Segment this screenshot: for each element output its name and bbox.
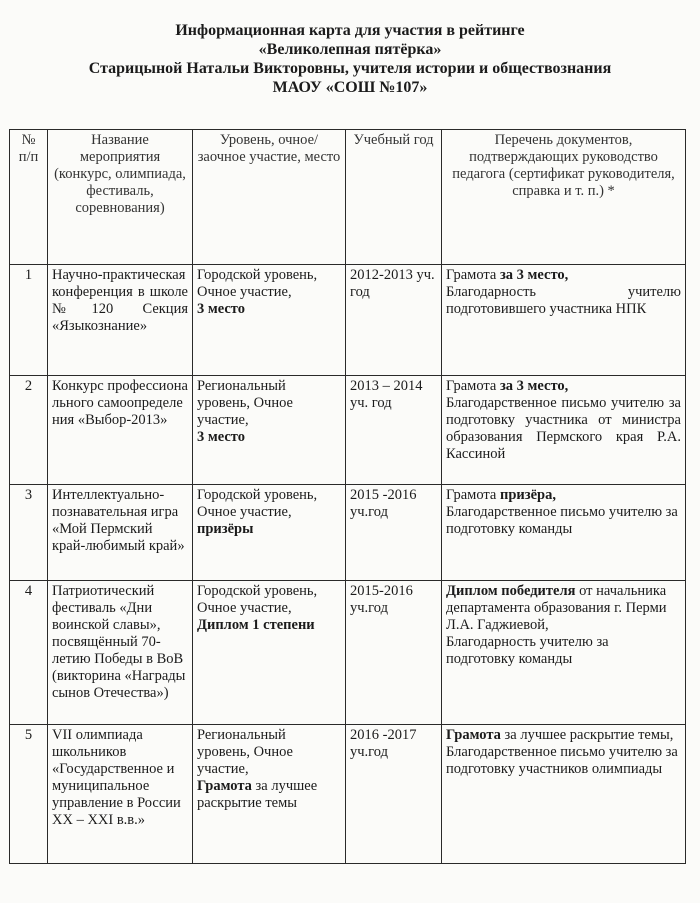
level-tail: за лучшее раскрытие темы (197, 778, 318, 811)
table-row (10, 376, 686, 485)
row-num: 3 (10, 485, 48, 581)
docs-text: от начальника департамента образования г. Перми Л.А. Гаджиевой, (446, 583, 667, 633)
title-line-2: «Великолепная пятёрка» (258, 41, 442, 58)
table-header-row (10, 130, 686, 265)
year-cell: 2015-2016 уч.год (346, 581, 442, 725)
level-text: Региональный уровень, Очное участие, (197, 727, 293, 777)
event-name: Конкурс профессионального самоопределения «Выбор-2013» (48, 376, 193, 485)
level-cell (193, 725, 346, 864)
table-row (10, 485, 686, 581)
table-row (10, 725, 686, 864)
col-header-num: № п/п (10, 130, 48, 265)
row-num: 2 (10, 376, 48, 485)
document-title (10, 21, 690, 97)
event-name: VII олимпиада школьников «Государственное и муниципальное управление в России XX – XXI в.в.» (48, 725, 193, 864)
level-text: Городской уровень, Очное участие, (197, 583, 318, 616)
docs-highlight: за 3 место, (499, 267, 569, 283)
docs-highlight: призёра, (499, 487, 556, 503)
docs-text: Грамота (446, 378, 497, 394)
docs-rest: Благодарность учителю за подготовку команды (446, 634, 609, 667)
docs-text: за лучшее раскрытие темы, (504, 727, 674, 743)
docs-cell (442, 581, 686, 725)
level-place: 3 место (197, 429, 245, 445)
event-name: Патриотический фестиваль «Дни воинской славы», посвящённый 70-летию Победы в ВоВ (викторина «Награды сынов Отечества») (48, 581, 193, 725)
event-name: Интеллектуально-познавательная игра «Мой Пермский край-любимый край» (48, 485, 193, 581)
docs-highlight: за 3 место, (499, 378, 569, 394)
docs-cell (442, 485, 686, 581)
col-header-year: Учебный год (346, 130, 442, 265)
docs-rest: Благодарственное письмо учителю за подготовку участников олимпиады (446, 744, 678, 777)
level-cell (193, 581, 346, 725)
year-cell: 2016 -2017 уч.год (346, 725, 442, 864)
docs-cell (442, 376, 686, 485)
level-text: Городской уровень, Очное участие, (197, 487, 318, 520)
row-num: 5 (10, 725, 48, 864)
docs-cell (442, 725, 686, 864)
title-line-3: Старицыной Натальи Викторовны, учителя истории и обществознания (88, 60, 612, 77)
activities-table (9, 129, 686, 864)
level-cell (193, 376, 346, 485)
row-num: 1 (10, 265, 48, 376)
table-row (10, 581, 686, 725)
docs-rest: Благодарственное письмо учителю за подготовку участника от министра образования Пермского края Р.А. Кассиной (446, 395, 681, 462)
level-text: Городской уровень, Очное участие, (197, 267, 318, 300)
level-cell (193, 265, 346, 376)
table-row (10, 265, 686, 376)
title-line-4: МАОУ «СОШ №107» (272, 79, 428, 96)
level-cell (193, 485, 346, 581)
docs-highlight: Диплом победителя (446, 583, 576, 599)
docs-highlight: Грамота (446, 727, 501, 743)
col-header-name: Название мероприятия (конкурс, олимпиада, фестиваль, соревнования) (48, 130, 193, 265)
col-header-docs: Перечень документов, подтверждающих руководство педагога (сертификат руководителя, справка и т. п.) * (442, 130, 686, 265)
year-cell: 2015 -2016 уч.год (346, 485, 442, 581)
title-line-1: Информационная карта для участия в рейтинге (175, 22, 525, 39)
level-text: Региональный уровень, Очное участие, (197, 378, 293, 428)
docs-rest: Благодарность учителю подготовившего участника НПК (446, 284, 681, 317)
level-place: Грамота (197, 778, 252, 794)
year-cell: 2013 – 2014 уч. год (346, 376, 442, 485)
year-cell: 2012-2013 уч. год (346, 265, 442, 376)
level-place: Диплом 1 степени (197, 617, 315, 633)
docs-text: Грамота (446, 487, 497, 503)
col-header-level: Уровень, очное/заочное участие, место (193, 130, 346, 265)
level-place: призёры (197, 521, 254, 537)
docs-rest: Благодарственное письмо учителю за подготовку команды (446, 504, 678, 537)
event-name: Научно-практическая конференция в школе №120 Секция «Языкознание» (48, 265, 193, 376)
level-place: 3 место (197, 301, 245, 317)
docs-cell (442, 265, 686, 376)
docs-text: Грамота (446, 267, 497, 283)
row-num: 4 (10, 581, 48, 725)
